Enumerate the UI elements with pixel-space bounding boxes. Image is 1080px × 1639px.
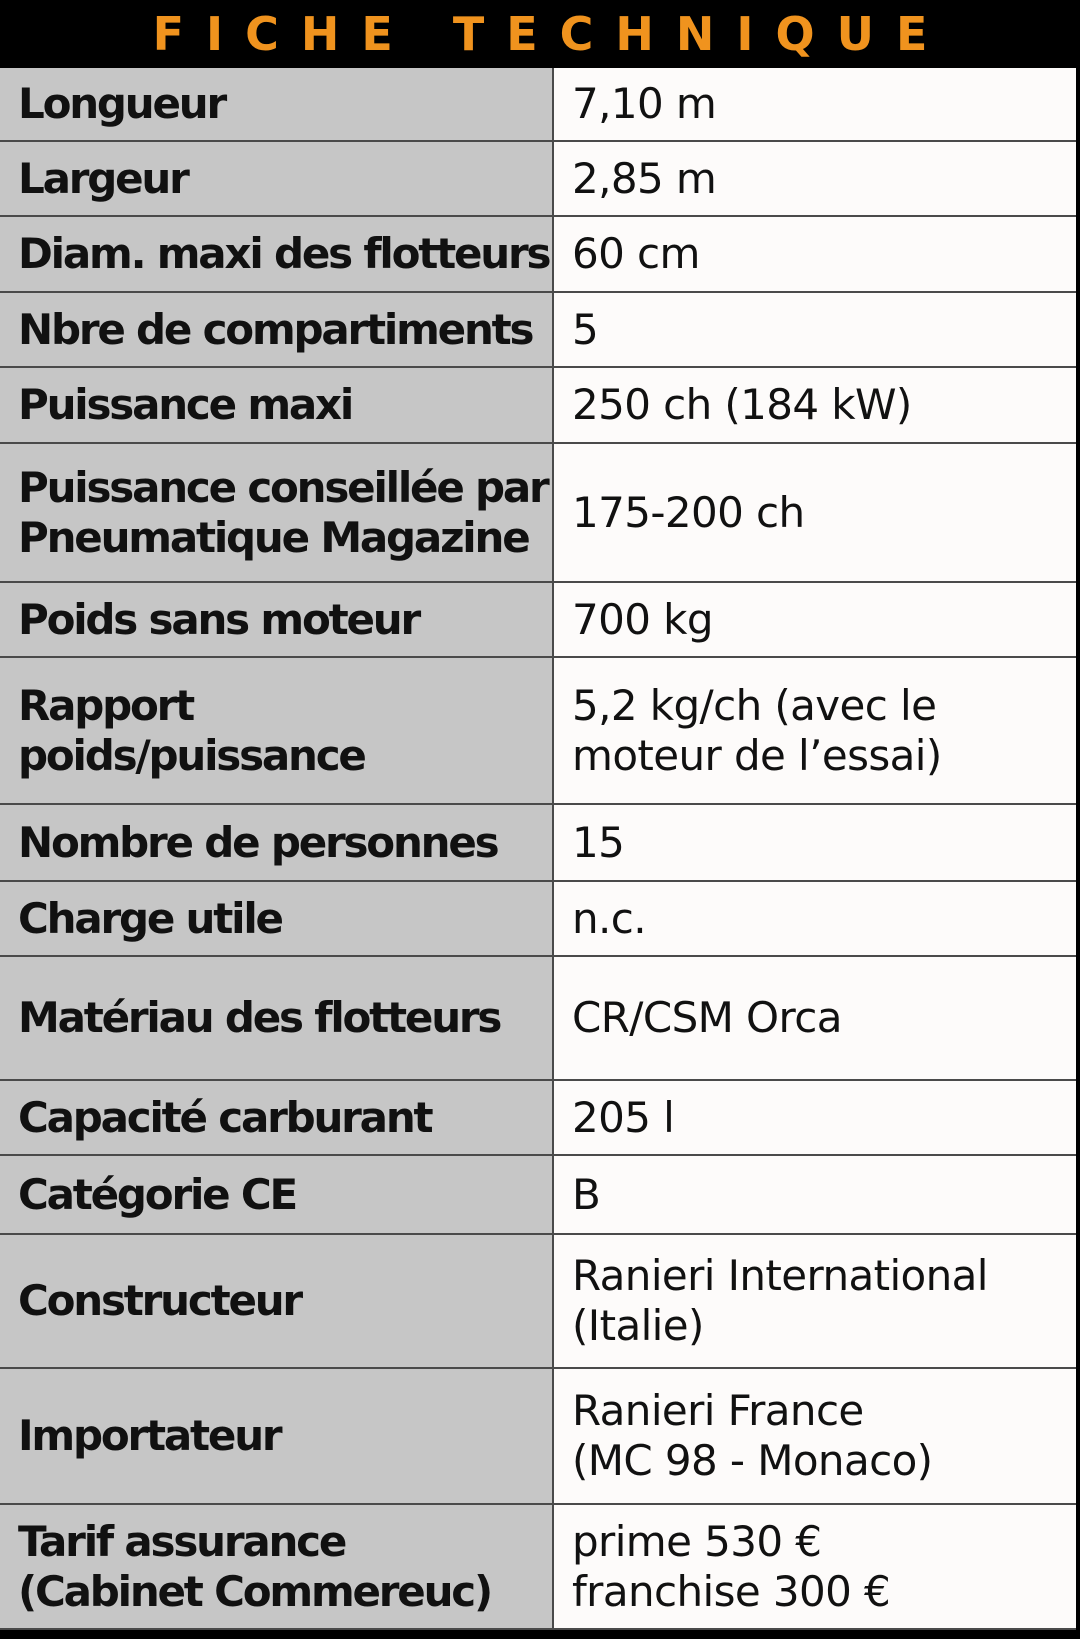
spec-value: 700 kg [553,582,1078,657]
spec-label: Tarif assurance (Cabinet Commereuc) [0,1504,553,1629]
spec-row-longueur [0,68,1078,141]
spec-label: Importateur [0,1368,553,1504]
spec-row-poids-sans-moteur [0,582,1078,657]
spec-label: Charge utile [0,881,553,956]
spec-value: 7,10 m [553,68,1078,141]
spec-value: n.c. [553,881,1078,956]
spec-value: Ranieri France (MC 98 - Monaco) [553,1368,1078,1504]
spec-row-charge-utile [0,881,1078,956]
spec-sheet-header [0,0,1080,68]
spec-row-tarif-assurance [0,1504,1078,1629]
spec-row-categorie-ce [0,1155,1078,1234]
spec-row-importateur [0,1368,1078,1504]
spec-value: B [553,1155,1078,1234]
spec-label: Longueur [0,68,553,141]
spec-value: 5 [553,292,1078,367]
spec-row-puissance-maxi [0,367,1078,443]
spec-row-nombre-personnes [0,804,1078,881]
spec-value: prime 530 € franchise 300 € [553,1504,1078,1629]
spec-label: Puissance conseillée par Pneumatique Magazine [0,443,553,582]
spec-row-constructeur [0,1234,1078,1368]
spec-label: Matériau des flotteurs [0,956,553,1080]
spec-row-materiau-flotteurs [0,956,1078,1080]
spec-label: Catégorie CE [0,1155,553,1234]
spec-row-largeur [0,141,1078,216]
spec-label: Nombre de personnes [0,804,553,881]
spec-value: 250 ch (184 kW) [553,367,1078,443]
spec-label: Rapport poids/puissance [0,657,553,804]
spec-row-rapport-poids-puissance [0,657,1078,804]
spec-value: CR/CSM Orca [553,956,1078,1080]
spec-label: Diam. maxi des flotteurs [0,216,553,292]
spec-value: 175-200 ch [553,443,1078,582]
spec-row-compartiments [0,292,1078,367]
spec-row-diametre-flotteurs [0,216,1078,292]
spec-row-capacite-carburant [0,1080,1078,1155]
spec-row-puissance-conseillee [0,443,1078,582]
spec-value: Ranieri International (Italie) [553,1234,1078,1368]
spec-label: Largeur [0,141,553,216]
spec-label: Poids sans moteur [0,582,553,657]
spec-value: 60 cm [553,216,1078,292]
spec-value: 2,85 m [553,141,1078,216]
spec-value: 5,2 kg/ch (avec le moteur de l’essai) [553,657,1078,804]
spec-label: Constructeur [0,1234,553,1368]
spec-value: 205 l [553,1080,1078,1155]
spec-label: Nbre de compartiments [0,292,553,367]
spec-table [0,68,1080,1630]
spec-sheet-title: FICHE TECHNIQUE [152,7,950,61]
spec-value: 15 [553,804,1078,881]
spec-label: Capacité carburant [0,1080,553,1155]
spec-label: Puissance maxi [0,367,553,443]
